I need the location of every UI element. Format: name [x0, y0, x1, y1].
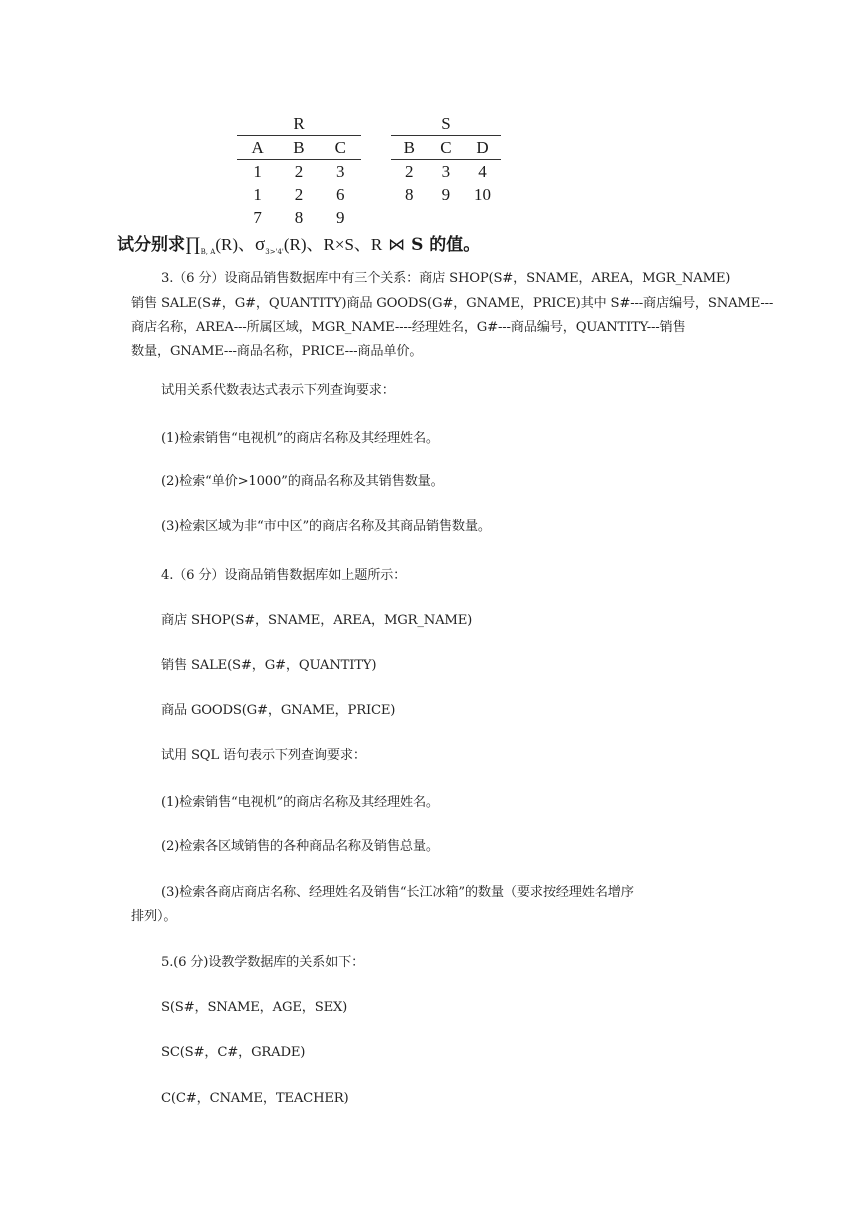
table-cell: 2	[405, 162, 414, 181]
question-4-item-3-line-1: (3)检索各商店商店名称、经理姓名及销售“长江冰箱”的数量（要求按经理姓名增序	[161, 885, 634, 900]
table-row	[391, 160, 501, 183]
question-4-goods-relation: 商品 GOODS(G#，GNAME，PRICE)	[161, 703, 396, 718]
column-header: C	[334, 138, 346, 157]
formula-part-2: (R)、R×S、R	[283, 235, 383, 254]
question-4-instruction: 试用 SQL 语句表示下列查询要求：	[161, 748, 366, 763]
relational-algebra-question	[117, 230, 480, 256]
relation-s-table	[391, 113, 501, 206]
question-4-sale-relation: 销售 SALE(S#，G#，QUANTITY)	[161, 658, 377, 673]
question-5-sc-relation: SC(S#，C#，GRADE)	[161, 1045, 306, 1060]
column-header: B	[403, 138, 415, 157]
question-5-s-relation: S(S#，SNAME，AGE，SEX)	[161, 1000, 348, 1015]
table-row	[237, 183, 361, 206]
relation-s-title: S	[441, 114, 451, 133]
projection-symbol: ∏	[185, 234, 201, 255]
table-row	[391, 183, 501, 206]
question-4-shop-relation: 商店 SHOP(S#，SNAME，AREA，MGR_NAME)	[161, 613, 473, 628]
selection-symbol: σ	[254, 234, 266, 255]
selection-subscript: 3>'4'	[265, 248, 284, 256]
question-4-item-2: (2)检索各区域销售的各种商品名称及销售总量。	[161, 839, 439, 854]
question-5-c-relation: C(C#，CNAME，TEACHER)	[161, 1091, 349, 1106]
table-cell: 8	[405, 185, 414, 204]
question-5-title: 5.(6 分)设教学数据库的关系如下：	[161, 955, 365, 970]
table-cell: 9	[335, 208, 345, 227]
table-cell: 3	[335, 162, 345, 181]
table-header-row	[237, 136, 361, 159]
question-4-item-1: (1)检索销售“电视机”的商店名称及其经理姓名。	[161, 795, 439, 810]
question-3-item-1: (1)检索销售“电视机”的商店名称及其经理姓名。	[161, 431, 439, 446]
table-row	[237, 206, 361, 229]
column-header: D	[476, 138, 489, 157]
column-header: B	[293, 138, 305, 157]
formula-part-3: S 的值。	[411, 235, 481, 255]
relation-r-table	[237, 113, 361, 229]
natural-join-symbol: ⋈	[388, 235, 406, 254]
question-3-item-2: (2)检索“单价>1000”的商品名称及其销售数量。	[161, 474, 444, 489]
question-3-item-3: (3)检索区域为非“市中区”的商店名称及其商品销售数量。	[161, 519, 491, 534]
question-3-line-3: 商店名称，AREA---所属区域，MGR_NAME----经理姓名，G#---商品编号，QUANTITY---销售	[131, 320, 686, 335]
question-4-title: 4.（6 分）设商品销售数据库如上题所示：	[161, 568, 407, 583]
projection-subscript: B, A	[200, 248, 216, 256]
table-cell: 1	[253, 162, 262, 181]
table-row	[237, 160, 361, 183]
table-cell: 10	[473, 185, 491, 204]
question-3-line-4: 数量，GNAME---商品名称，PRICE---商品单价。	[131, 344, 423, 359]
question-3-line-2: 销售 SALE(S#，G#，QUANTITY)商品 GOODS(G#，GNAME，PRICE)其中 S#---商店编号，SNAME---	[131, 296, 774, 311]
table-cell: 4	[478, 162, 487, 181]
table-cell: 6	[335, 185, 345, 204]
table-cell: 1	[253, 185, 262, 204]
table-cell: 8	[294, 208, 304, 227]
table-cell: 7	[253, 208, 262, 227]
question-3-instruction: 试用关系代数表达式表示下列查询要求：	[161, 383, 395, 398]
relation-r-title: R	[293, 114, 305, 133]
column-header: A	[251, 138, 264, 157]
table-header-row	[391, 136, 501, 159]
column-header: C	[440, 138, 452, 157]
table-cell: 9	[441, 185, 451, 204]
table-cell: 2	[294, 185, 304, 204]
question-3-line-1: 3.（6 分）设商品销售数据库中有三个关系：商店 SHOP(S#，SNAME，AREA，MGR_NAME)	[161, 271, 731, 286]
table-cell: 2	[294, 162, 304, 181]
table-cell: 3	[441, 162, 451, 181]
question-4-item-3-line-2: 排列）。	[131, 909, 177, 924]
formula-lead: 试分别求	[117, 235, 185, 255]
formula-part-1: (R)、	[215, 235, 255, 254]
